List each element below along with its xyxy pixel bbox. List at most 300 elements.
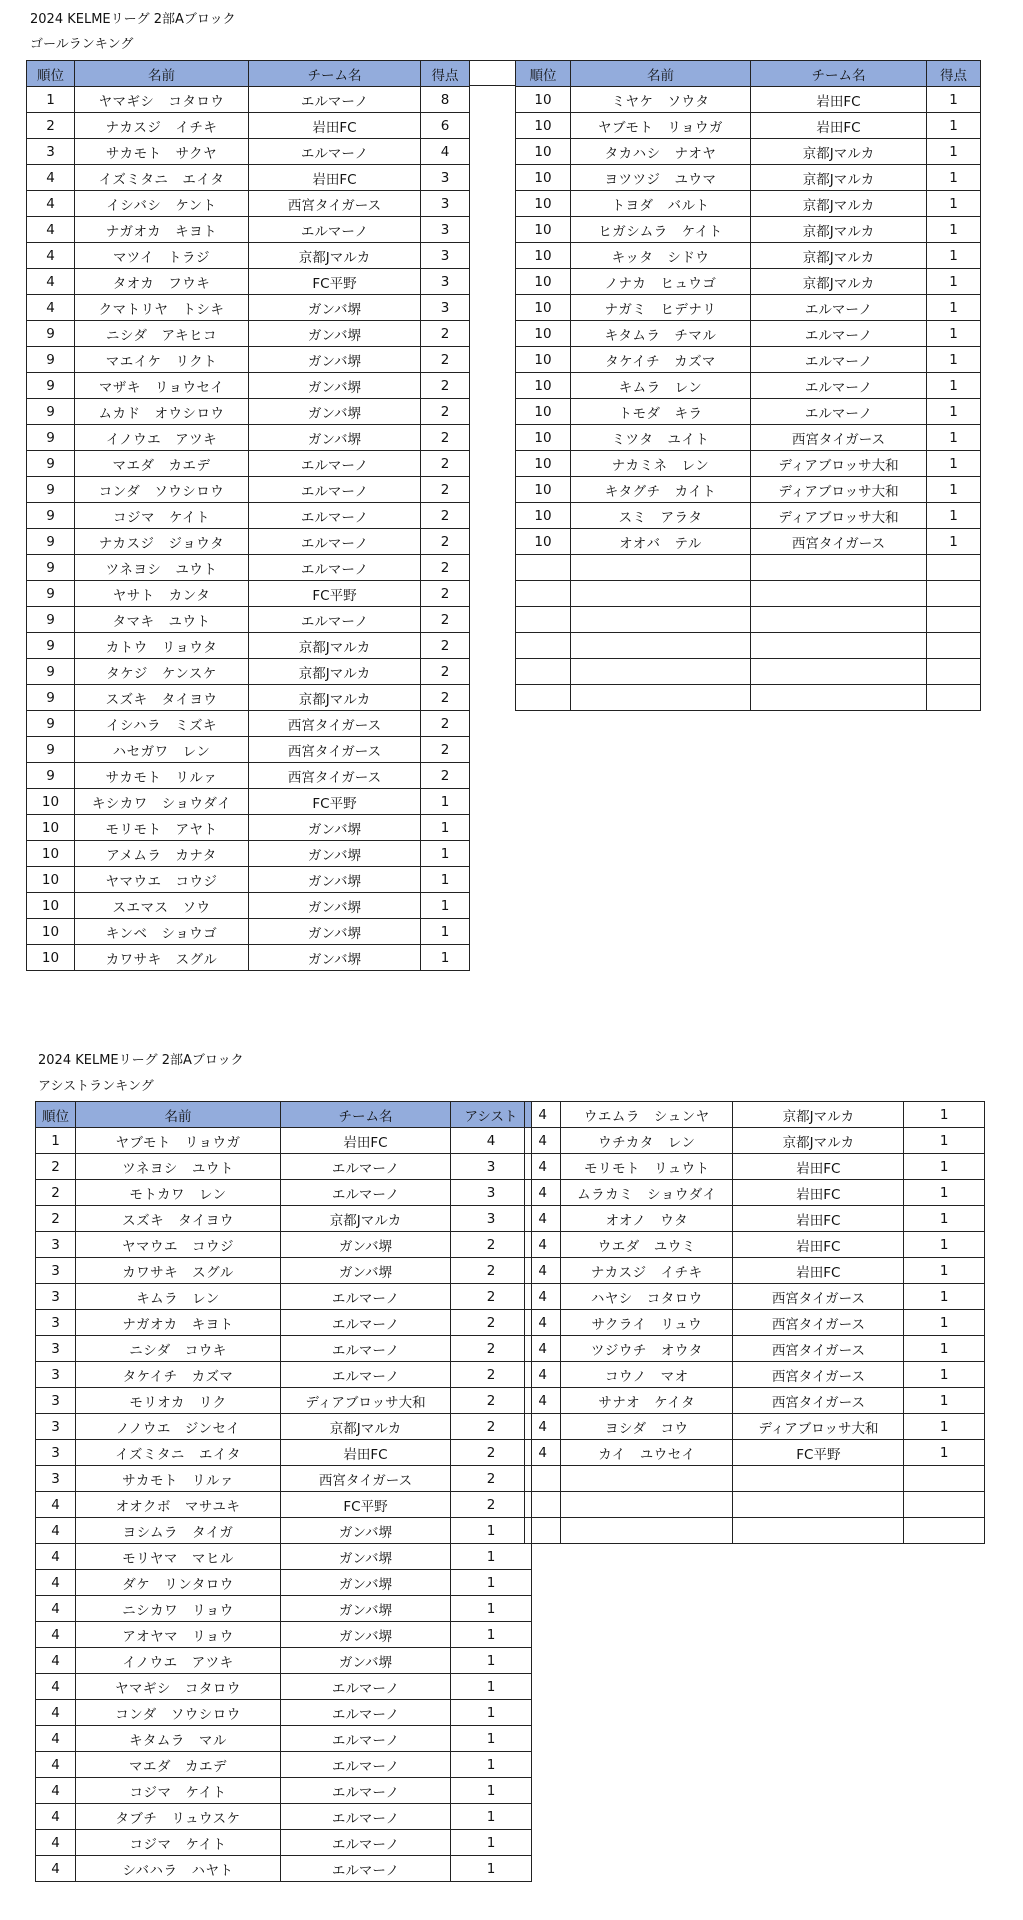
team-cell: FC平野 <box>249 789 421 815</box>
team-cell: 京都Jマルカ <box>751 243 927 269</box>
score-cell: 1 <box>421 893 470 919</box>
rank-cell: 9 <box>27 347 75 373</box>
header-team: チーム名 <box>751 61 927 87</box>
score-cell: 2 <box>421 763 470 789</box>
team-cell: 京都Jマルカ <box>733 1128 904 1154</box>
name-cell: アメムラ カナタ <box>75 841 249 867</box>
score-cell: 2 <box>421 451 470 477</box>
team-cell: ガンバ堺 <box>281 1232 451 1258</box>
header-name: 名前 <box>75 61 249 87</box>
name-cell <box>561 1466 733 1492</box>
table-row <box>27 815 470 841</box>
table-row <box>525 1180 985 1206</box>
score-cell: 4 <box>421 139 470 165</box>
rank-cell: 10 <box>516 399 571 425</box>
table-row <box>516 451 981 477</box>
name-cell: ツジウチ オウタ <box>561 1336 733 1362</box>
score-cell: 1 <box>904 1414 985 1440</box>
rank-cell: 4 <box>525 1258 561 1284</box>
score-cell: 1 <box>451 1700 532 1726</box>
team-cell: 京都Jマルカ <box>249 685 421 711</box>
name-cell: ノノウエ ジンセイ <box>76 1414 281 1440</box>
table-row <box>516 243 981 269</box>
team-cell: エルマーノ <box>281 1830 451 1856</box>
score-cell: 1 <box>451 1726 532 1752</box>
team-cell: ガンバ堺 <box>249 893 421 919</box>
team-cell: 京都Jマルカ <box>751 217 927 243</box>
table-row <box>36 1674 532 1700</box>
score-cell: 1 <box>904 1180 985 1206</box>
name-cell: トモダ キラ <box>571 399 751 425</box>
score-cell: 2 <box>421 607 470 633</box>
table-row <box>525 1154 985 1180</box>
team-cell: 西宮タイガース <box>733 1310 904 1336</box>
score-cell <box>927 581 981 607</box>
score-cell: 3 <box>451 1180 532 1206</box>
team-cell: FC平野 <box>733 1440 904 1466</box>
rank-cell: 9 <box>27 321 75 347</box>
table-row <box>525 1492 985 1518</box>
name-cell: ウエムラ シュンヤ <box>561 1102 733 1128</box>
team-cell: ガンバ堺 <box>281 1258 451 1284</box>
rank-cell: 9 <box>27 399 75 425</box>
rank-cell: 3 <box>36 1414 76 1440</box>
table-row <box>27 243 470 269</box>
table-row <box>516 477 981 503</box>
table-row <box>27 711 470 737</box>
table-row <box>36 1440 532 1466</box>
score-cell: 2 <box>451 1232 532 1258</box>
team-cell: 岩田FC <box>249 113 421 139</box>
table-row <box>27 373 470 399</box>
table-row <box>36 1466 532 1492</box>
name-cell <box>571 659 751 685</box>
name-cell: モリオカ リク <box>76 1388 281 1414</box>
team-cell: ガンバ堺 <box>249 841 421 867</box>
name-cell: コジマ ケイト <box>75 503 249 529</box>
rank-cell: 9 <box>27 529 75 555</box>
assist-section-title: 2024 KELMEリーグ 2部Aブロック <box>38 1053 244 1068</box>
table-row <box>27 113 470 139</box>
team-cell: FC平野 <box>249 269 421 295</box>
name-cell: コジマ ケイト <box>76 1778 281 1804</box>
rank-cell: 9 <box>27 555 75 581</box>
rank-cell: 3 <box>36 1336 76 1362</box>
rank-cell: 4 <box>27 269 75 295</box>
rank-cell: 9 <box>27 737 75 763</box>
name-cell: ノナカ ヒュウゴ <box>571 269 751 295</box>
team-cell: エルマーノ <box>751 373 927 399</box>
team-cell: 岩田FC <box>733 1258 904 1284</box>
rank-cell <box>516 659 571 685</box>
score-cell: 2 <box>421 399 470 425</box>
score-cell <box>904 1492 985 1518</box>
rank-cell <box>516 581 571 607</box>
team-cell: 京都Jマルカ <box>751 269 927 295</box>
rank-cell: 10 <box>516 425 571 451</box>
rank-cell: 4 <box>525 1310 561 1336</box>
team-cell: 西宮タイガース <box>281 1466 451 1492</box>
name-cell: ミヤケ ソウタ <box>571 87 751 113</box>
name-cell: サカモト サクヤ <box>75 139 249 165</box>
rank-cell: 4 <box>36 1726 76 1752</box>
rank-cell: 4 <box>36 1700 76 1726</box>
table-row <box>516 321 981 347</box>
name-cell: マエダ カエデ <box>75 451 249 477</box>
rank-cell: 3 <box>36 1310 76 1336</box>
score-cell: 1 <box>451 1596 532 1622</box>
header-name: 名前 <box>571 61 751 87</box>
score-cell: 2 <box>421 737 470 763</box>
table-row <box>516 347 981 373</box>
score-cell: 1 <box>927 139 981 165</box>
rank-cell: 4 <box>27 165 75 191</box>
name-cell: トヨダ バルト <box>571 191 751 217</box>
score-cell: 1 <box>904 1310 985 1336</box>
score-cell: 1 <box>904 1336 985 1362</box>
table-row <box>27 867 470 893</box>
table-row <box>27 451 470 477</box>
team-cell: FC平野 <box>249 581 421 607</box>
rank-cell: 4 <box>525 1102 561 1128</box>
name-cell: ダケ リンタロウ <box>76 1570 281 1596</box>
name-cell: ヨシダ コウ <box>561 1414 733 1440</box>
score-cell: 3 <box>421 269 470 295</box>
table-row <box>516 633 981 659</box>
goal-section-title: 2024 KELMEリーグ 2部Aブロック <box>30 12 236 27</box>
score-cell: 1 <box>451 1856 532 1882</box>
table-row <box>516 659 981 685</box>
name-cell: スミ アラタ <box>571 503 751 529</box>
score-cell: 1 <box>927 217 981 243</box>
name-cell: ムラカミ ショウダイ <box>561 1180 733 1206</box>
table-row <box>27 399 470 425</box>
rank-cell: 9 <box>27 451 75 477</box>
score-cell: 2 <box>421 373 470 399</box>
score-cell: 1 <box>927 451 981 477</box>
table-row <box>36 1778 532 1804</box>
table-row <box>27 269 470 295</box>
name-cell: イノウエ アツキ <box>75 425 249 451</box>
name-cell: ハセガワ レン <box>75 737 249 763</box>
table-row <box>36 1206 532 1232</box>
table-row <box>516 555 981 581</box>
rank-cell: 2 <box>36 1154 76 1180</box>
rank-cell: 3 <box>27 139 75 165</box>
team-cell: 岩田FC <box>281 1440 451 1466</box>
table-row <box>36 1700 532 1726</box>
name-cell: ウチカタ レン <box>561 1128 733 1154</box>
score-cell: 1 <box>927 373 981 399</box>
team-cell: ガンバ堺 <box>249 295 421 321</box>
table-row <box>525 1518 985 1544</box>
team-cell: 西宮タイガース <box>249 737 421 763</box>
table-row <box>516 529 981 555</box>
rank-cell: 4 <box>525 1388 561 1414</box>
table-row <box>525 1206 985 1232</box>
name-cell: マエイケ リクト <box>75 347 249 373</box>
team-cell: 京都Jマルカ <box>281 1206 451 1232</box>
table-row <box>516 295 981 321</box>
rank-cell: 3 <box>36 1362 76 1388</box>
rank-cell: 10 <box>516 347 571 373</box>
name-cell: ミツタ ユイト <box>571 425 751 451</box>
table-row <box>525 1310 985 1336</box>
table-row <box>27 659 470 685</box>
team-cell: ディアブロッサ大和 <box>281 1388 451 1414</box>
team-cell: 京都Jマルカ <box>249 633 421 659</box>
goal-header-spacer <box>469 60 515 86</box>
header-score: 得点 <box>421 61 470 87</box>
team-cell: エルマーノ <box>281 1856 451 1882</box>
table-row <box>516 373 981 399</box>
team-cell: ガンバ堺 <box>281 1648 451 1674</box>
rank-cell: 10 <box>516 217 571 243</box>
name-cell: マツイ トラジ <box>75 243 249 269</box>
name-cell: ナカスジ イチキ <box>75 113 249 139</box>
score-cell: 2 <box>421 555 470 581</box>
team-cell: エルマーノ <box>281 1180 451 1206</box>
name-cell: ヨシムラ タイガ <box>76 1518 281 1544</box>
name-cell: タカハシ ナオヤ <box>571 139 751 165</box>
team-cell <box>733 1518 904 1544</box>
rank-cell: 4 <box>525 1154 561 1180</box>
name-cell: ムカド オウシロウ <box>75 399 249 425</box>
score-cell: 4 <box>451 1128 532 1154</box>
rank-cell: 4 <box>525 1232 561 1258</box>
score-cell: 2 <box>421 633 470 659</box>
table-row <box>36 1622 532 1648</box>
rank-cell: 9 <box>27 425 75 451</box>
score-cell: 3 <box>421 165 470 191</box>
rank-cell: 4 <box>525 1128 561 1154</box>
name-cell: スズキ タイヨウ <box>76 1206 281 1232</box>
table-row <box>36 1388 532 1414</box>
score-cell: 1 <box>904 1102 985 1128</box>
score-cell: 2 <box>451 1310 532 1336</box>
name-cell: キムラ レン <box>76 1284 281 1310</box>
score-cell: 1 <box>421 919 470 945</box>
team-cell: 岩田FC <box>733 1206 904 1232</box>
team-cell: エルマーノ <box>249 217 421 243</box>
team-cell: 西宮タイガース <box>751 425 927 451</box>
name-cell: モリヤマ マヒル <box>76 1544 281 1570</box>
team-cell: ガンバ堺 <box>281 1596 451 1622</box>
score-cell <box>927 659 981 685</box>
table-row <box>525 1258 985 1284</box>
table-row <box>27 607 470 633</box>
score-cell: 2 <box>421 581 470 607</box>
team-cell: ガンバ堺 <box>249 945 421 971</box>
rank-cell: 3 <box>36 1388 76 1414</box>
rank-cell: 9 <box>27 633 75 659</box>
rank-cell: 4 <box>36 1492 76 1518</box>
rank-cell: 2 <box>27 113 75 139</box>
rank-cell: 4 <box>525 1362 561 1388</box>
team-cell: 西宮タイガース <box>249 763 421 789</box>
name-cell: アオヤマ リョウ <box>76 1622 281 1648</box>
score-cell: 1 <box>451 1544 532 1570</box>
name-cell: ヤマウエ コウジ <box>76 1232 281 1258</box>
score-cell: 2 <box>421 503 470 529</box>
rank-cell: 10 <box>27 945 75 971</box>
team-cell: 岩田FC <box>751 113 927 139</box>
name-cell <box>571 685 751 711</box>
team-cell: エルマーノ <box>281 1310 451 1336</box>
rank-cell: 9 <box>27 763 75 789</box>
table-row <box>525 1128 985 1154</box>
name-cell <box>571 581 751 607</box>
team-cell: エルマーノ <box>281 1362 451 1388</box>
rank-cell <box>516 685 571 711</box>
name-cell: キムラ レン <box>571 373 751 399</box>
rank-cell: 10 <box>516 451 571 477</box>
rank-cell: 4 <box>36 1622 76 1648</box>
table-row <box>36 1336 532 1362</box>
team-cell: ディアブロッサ大和 <box>733 1414 904 1440</box>
team-cell: エルマーノ <box>751 399 927 425</box>
table-row <box>27 789 470 815</box>
name-cell: オオノ ウタ <box>561 1206 733 1232</box>
name-cell: モリモト リュウト <box>561 1154 733 1180</box>
score-cell: 3 <box>451 1206 532 1232</box>
rank-cell: 10 <box>516 139 571 165</box>
rank-cell: 10 <box>27 919 75 945</box>
score-cell: 1 <box>904 1206 985 1232</box>
score-cell: 2 <box>421 685 470 711</box>
table-row <box>516 269 981 295</box>
name-cell: カワサキ スグル <box>76 1258 281 1284</box>
name-cell: キタムラ マル <box>76 1726 281 1752</box>
team-cell: ガンバ堺 <box>249 373 421 399</box>
table-row <box>27 841 470 867</box>
team-cell: ガンバ堺 <box>281 1544 451 1570</box>
team-cell: ガンバ堺 <box>249 815 421 841</box>
team-cell: エルマーノ <box>281 1700 451 1726</box>
table-row <box>27 139 470 165</box>
table-row <box>516 399 981 425</box>
team-cell <box>751 685 927 711</box>
name-cell: ウエダ ユウミ <box>561 1232 733 1258</box>
team-cell <box>733 1492 904 1518</box>
rank-cell: 10 <box>516 87 571 113</box>
table-row <box>516 581 981 607</box>
rank-cell: 3 <box>36 1440 76 1466</box>
name-cell: マエダ カエデ <box>76 1752 281 1778</box>
rank-cell: 4 <box>525 1336 561 1362</box>
table-row <box>27 165 470 191</box>
name-cell: コンダ ソウシロウ <box>75 477 249 503</box>
score-cell: 1 <box>421 867 470 893</box>
name-cell: ナカミネ レン <box>571 451 751 477</box>
rank-cell: 10 <box>27 815 75 841</box>
team-cell: 岩田FC <box>249 165 421 191</box>
name-cell: ニシダ アキヒコ <box>75 321 249 347</box>
team-cell: エルマーノ <box>281 1778 451 1804</box>
rank-cell <box>516 555 571 581</box>
team-cell: エルマーノ <box>281 1336 451 1362</box>
rank-cell: 10 <box>516 113 571 139</box>
rank-cell: 9 <box>27 711 75 737</box>
name-cell: ナガミ ヒデナリ <box>571 295 751 321</box>
score-cell: 1 <box>927 113 981 139</box>
assist-ranking-table-left <box>35 1101 532 1882</box>
table-row <box>36 1284 532 1310</box>
team-cell: 岩田FC <box>751 87 927 113</box>
table-row <box>36 1726 532 1752</box>
header-score: 得点 <box>927 61 981 87</box>
name-cell: キタグチ カイト <box>571 477 751 503</box>
table-row <box>36 1180 532 1206</box>
name-cell: マザキ リョウセイ <box>75 373 249 399</box>
rank-cell: 10 <box>27 893 75 919</box>
rank-cell: 1 <box>27 87 75 113</box>
score-cell: 2 <box>421 711 470 737</box>
table-row <box>27 581 470 607</box>
score-cell: 2 <box>451 1414 532 1440</box>
rank-cell: 9 <box>27 503 75 529</box>
name-cell: ヤブモト リョウガ <box>76 1128 281 1154</box>
header-name: 名前 <box>76 1102 281 1128</box>
table-row <box>36 1362 532 1388</box>
table-row <box>525 1466 985 1492</box>
rank-cell: 4 <box>36 1778 76 1804</box>
score-cell: 6 <box>421 113 470 139</box>
table-row <box>36 1596 532 1622</box>
team-cell: 西宮タイガース <box>249 191 421 217</box>
score-cell <box>927 555 981 581</box>
score-cell: 8 <box>421 87 470 113</box>
table-row <box>27 893 470 919</box>
score-cell: 2 <box>421 347 470 373</box>
table-row <box>36 1752 532 1778</box>
name-cell: ニシカワ リョウ <box>76 1596 281 1622</box>
table-row <box>27 529 470 555</box>
table-row <box>27 633 470 659</box>
score-cell: 3 <box>421 295 470 321</box>
score-cell: 2 <box>421 477 470 503</box>
table-row <box>516 685 981 711</box>
rank-cell: 4 <box>27 295 75 321</box>
score-cell: 1 <box>451 1830 532 1856</box>
team-cell: ガンバ堺 <box>249 321 421 347</box>
team-cell: エルマーノ <box>751 295 927 321</box>
team-cell: エルマーノ <box>751 347 927 373</box>
name-cell: スエマス ソウ <box>75 893 249 919</box>
name-cell: モリモト アヤト <box>75 815 249 841</box>
team-cell: ガンバ堺 <box>281 1622 451 1648</box>
name-cell: タオカ フウキ <box>75 269 249 295</box>
team-cell: エルマーノ <box>281 1284 451 1310</box>
score-cell: 1 <box>904 1440 985 1466</box>
table-row <box>516 139 981 165</box>
name-cell: キタムラ チマル <box>571 321 751 347</box>
rank-cell: 4 <box>36 1544 76 1570</box>
score-cell: 1 <box>927 269 981 295</box>
team-cell: ガンバ堺 <box>249 919 421 945</box>
score-cell: 2 <box>451 1492 532 1518</box>
name-cell: キシカワ ショウダイ <box>75 789 249 815</box>
rank-cell <box>516 607 571 633</box>
name-cell: オオバ テル <box>571 529 751 555</box>
table-row <box>516 425 981 451</box>
team-cell <box>751 607 927 633</box>
header-team: チーム名 <box>249 61 421 87</box>
name-cell <box>561 1492 733 1518</box>
name-cell: オオクボ マサユキ <box>76 1492 281 1518</box>
name-cell <box>571 607 751 633</box>
team-cell: ガンバ堺 <box>281 1570 451 1596</box>
